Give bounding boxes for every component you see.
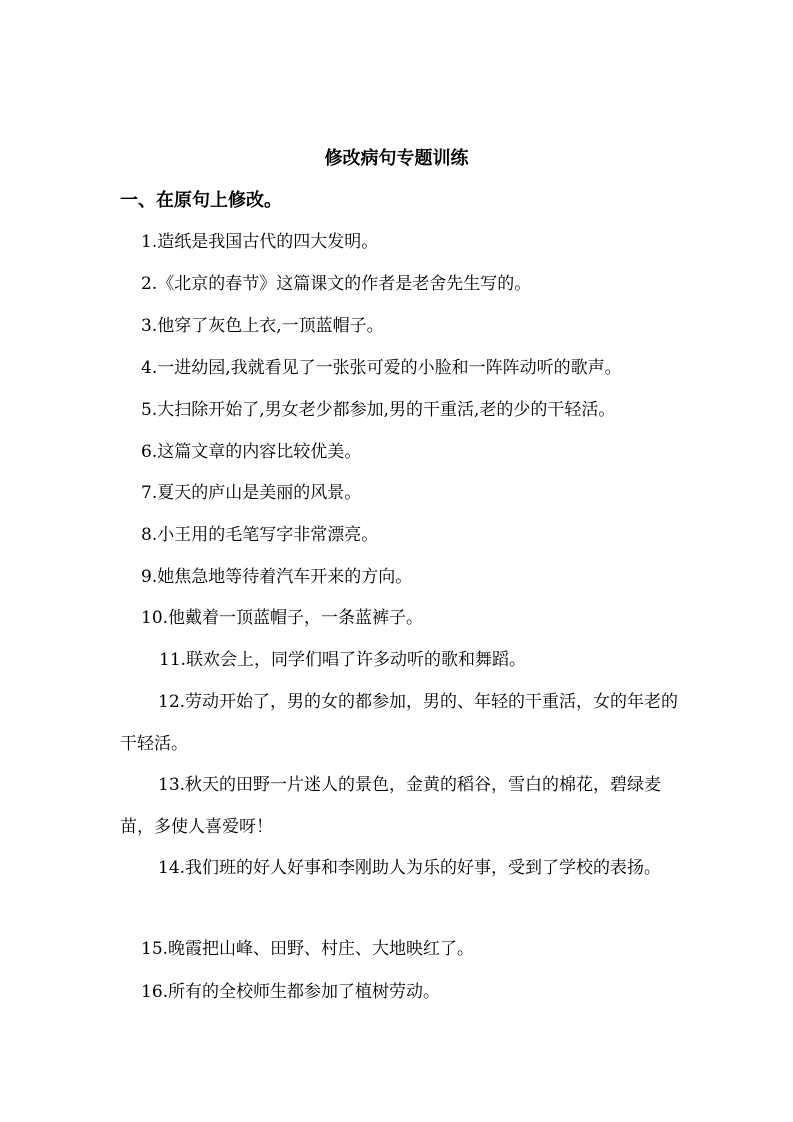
list-item: 5.大扫除开始了,男女老少都参加,男的干重活,老的少的干轻活。 <box>141 400 616 420</box>
list-item: 4.一进幼园,我就看见了一张张可爱的小脸和一阵阵动听的歌声。 <box>141 358 622 378</box>
list-item: 14.我们班的好人好事和李刚助人为乐的好事，受到了学校的表扬。 <box>158 858 662 878</box>
list-item: 16.所有的全校师生都参加了植树劳动。 <box>141 982 441 1002</box>
section-heading: 一、在原句上修改。 <box>120 190 282 211</box>
list-item: 6.这篇文章的内容比较优美。 <box>141 442 362 462</box>
list-item: 11.联欢会上，同学们唱了许多动听的歌和舞蹈。 <box>159 650 527 670</box>
list-item: 13.秋天的田野一片迷人的景色，金黄的稻谷，雪白的棉花，碧绿麦苗，多使人喜爱呀！ <box>120 775 662 837</box>
list-item: 12.劳动开始了，男的女的都参加，男的、年轻的干重活，女的年老的干轻活。 <box>120 692 679 754</box>
list-item: 8.小王用的毛笔写字非常漂亮。 <box>141 525 379 545</box>
list-item: 9.她焦急地等待着汽车开来的方向。 <box>141 567 413 587</box>
list-item: 10.他戴着一顶蓝帽子，一条蓝裤子。 <box>141 608 424 628</box>
list-item: 2.《北京的春节》这篇课文的作者是老舍先生写的。 <box>141 274 532 294</box>
page-title: 修改病句专题训练 <box>324 148 469 169</box>
list-item: 1.造纸是我国古代的四大发明。 <box>141 232 379 252</box>
list-item: 3.他穿了灰色上衣,一顶蓝帽子。 <box>141 316 384 336</box>
list-item: 15.晚霞把山峰、田野、村庄、大地映红了。 <box>141 939 475 959</box>
list-item: 7.夏天的庐山是美丽的风景。 <box>141 483 362 503</box>
